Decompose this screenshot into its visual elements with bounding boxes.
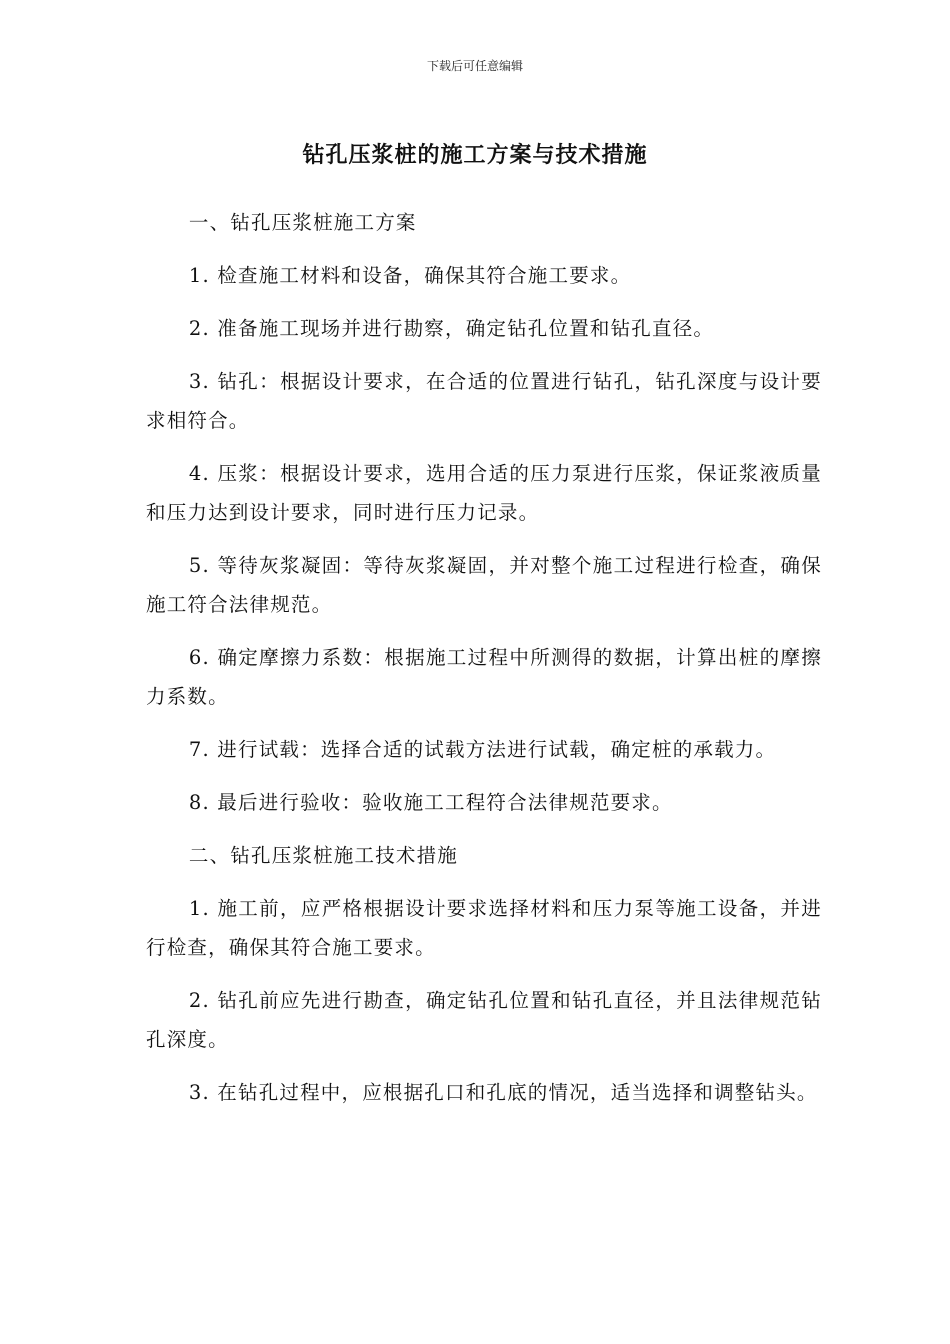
- plan-step-6: 6. 确定摩擦力系数：根据施工过程中所测得的数据，计算出桩的摩擦力系数。: [146, 646, 822, 708]
- plan-step-2: 2. 准备施工现场并进行勘察，确定钻孔位置和钻孔直径。: [188, 317, 715, 340]
- document-body: [146, 203, 822, 1126]
- document-title: 钻孔压浆桩的施工方案与技术措施: [302, 143, 648, 168]
- section-heading-plan: 一、钻孔压浆桩施工方案: [188, 211, 417, 234]
- plan-step-3: 3. 钻孔：根据设计要求，在合适的位置进行钻孔，钻孔深度与设计要求相符合。: [146, 370, 822, 432]
- plan-step-7: 7. 进行试载：选择合适的试载方法进行试载，确定桩的承载力。: [188, 738, 777, 761]
- plan-step-5: 5. 等待灰浆凝固：等待灰浆凝固，并对整个施工过程进行检查，确保施工符合法律规范。: [146, 554, 822, 616]
- plan-step-4: 4. 压浆：根据设计要求，选用合适的压力泵进行压浆，保证浆液质量和压力达到设计要求，同时进行压力记录。: [146, 462, 822, 524]
- measure-1: 1. 施工前，应严格根据设计要求选择材料和压力泵等施工设备，并进行检查，确保其符合施工要求。: [146, 897, 822, 959]
- measure-3: 3. 在钻孔过程中，应根据孔口和孔底的情况，适当选择和调整钻头。: [188, 1081, 818, 1104]
- measure-2: 2. 钻孔前应先进行勘查，确定钻孔位置和钻孔直径，并且法律规范钻孔深度。: [146, 989, 822, 1051]
- section-heading-measures: 二、钻孔压浆桩施工技术措施: [188, 844, 458, 867]
- header-note: 下载后可任意编辑: [426, 59, 523, 73]
- plan-step-8: 8. 最后进行验收：验收施工工程符合法律规范要求。: [188, 791, 673, 814]
- plan-step-1: 1. 检查施工材料和设备，确保其符合施工要求。: [188, 264, 632, 287]
